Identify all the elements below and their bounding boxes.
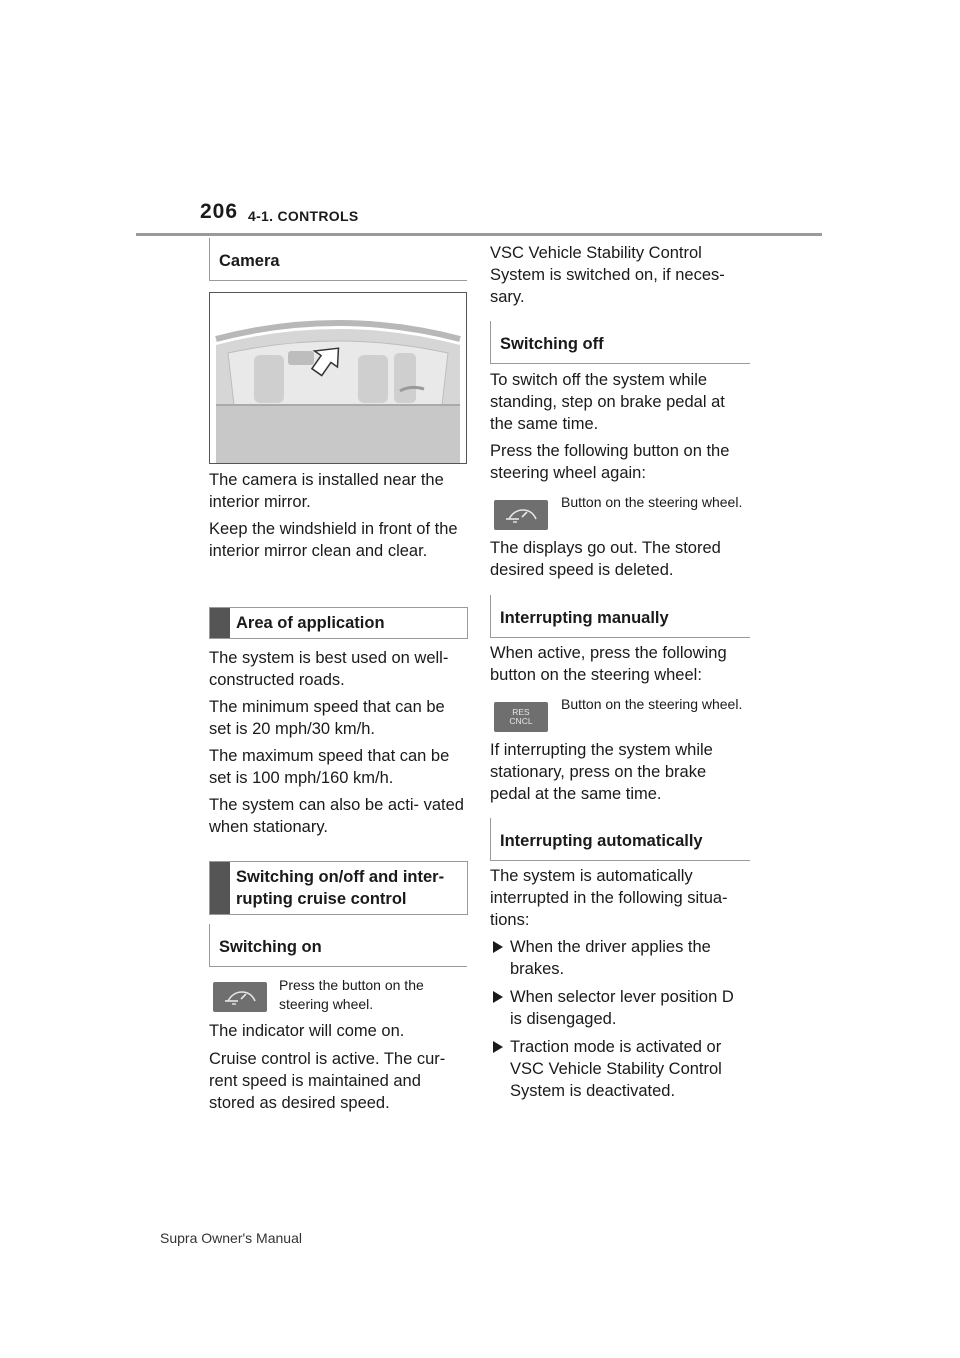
car-interior-camera-figure [209, 292, 467, 464]
res-cncl-icon: RES CNCL [509, 707, 533, 726]
interrupting-manually-paragraph-1: When active, press the following button on the steering wheel: [490, 644, 727, 684]
header-rule [136, 233, 822, 236]
interrupting-manually-paragraph-2: If interrupting the system while stationary, press on the brake pedal at the same time. [490, 741, 713, 803]
switching-on-heading: Switching on [209, 924, 467, 967]
bullet-item: Traction mode is activated or VSC Vehicle Stability Control System is deactivated. [492, 1036, 750, 1102]
switching-on-button-caption: Press the button on the steering wheel. [279, 977, 424, 1012]
page-number: 206 [200, 200, 239, 223]
area-paragraph-2: The minimum speed that can be set is 20 mph/30 km/h. [209, 698, 445, 738]
camera-heading: Camera [209, 238, 467, 281]
footer-manual-name: Supra Owner's Manual [160, 1230, 302, 1246]
interrupting-manually-heading: Interrupting manually [490, 595, 750, 638]
cruise-control-off-button-icon [494, 500, 548, 530]
camera-paragraph-2: Keep the windshield in front of the interior mirror clean and clear. [209, 520, 458, 560]
area-paragraph-1: The system is best used on well-constructed roads. [209, 649, 449, 689]
switching-off-button-caption: Button on the steering wheel. [561, 494, 743, 510]
cruise-control-button-icon [213, 982, 267, 1012]
switching-on-paragraph-2: Cruise control is active. The cur- rent speed is maintained and stored as desired speed. [209, 1050, 446, 1112]
interrupting-automatically-paragraph: The system is automatically interrupted in the following situa- tions: [490, 867, 728, 929]
camera-paragraph-1: The camera is installed near the interior mirror. [209, 471, 444, 511]
car-interior-illustration [210, 293, 466, 463]
bullet-item: When selector lever position D is disengaged. [492, 986, 750, 1030]
cruise-control-icon [222, 987, 258, 1007]
interrupting-manually-button-caption: Button on the steering wheel. [561, 696, 743, 712]
switching-off-paragraph-1: To switch off the system while standing, step on brake pedal at the same time. [490, 371, 725, 433]
vsc-paragraph: VSC Vehicle Stability Control System is switched on, if neces- sary. [490, 244, 725, 306]
switching-off-paragraph-3: The displays go out. The stored desired speed is deleted. [490, 539, 721, 579]
switching-off-heading: Switching off [490, 321, 750, 364]
section-title: 4-1. CONTROLS [248, 208, 359, 224]
switching-on-off-heading: Switching on/off and inter- rupting cruise control [209, 861, 468, 915]
switching-on-paragraph-1: The indicator will come on. [209, 1022, 405, 1040]
area-paragraph-4: The system can also be acti- vated when stationary. [209, 796, 464, 836]
switching-off-paragraph-2: Press the following button on the steering wheel again: [490, 442, 730, 482]
area-of-application-heading: Area of application [209, 607, 468, 639]
res-cncl-button-icon [494, 702, 548, 732]
interrupting-automatically-heading: Interrupting automatically [490, 818, 750, 861]
bullet-item: When the driver applies the brakes. [492, 936, 750, 980]
cruise-control-icon [503, 505, 539, 525]
area-paragraph-3: The maximum speed that can be set is 100 mph/160 km/h. [209, 747, 450, 787]
